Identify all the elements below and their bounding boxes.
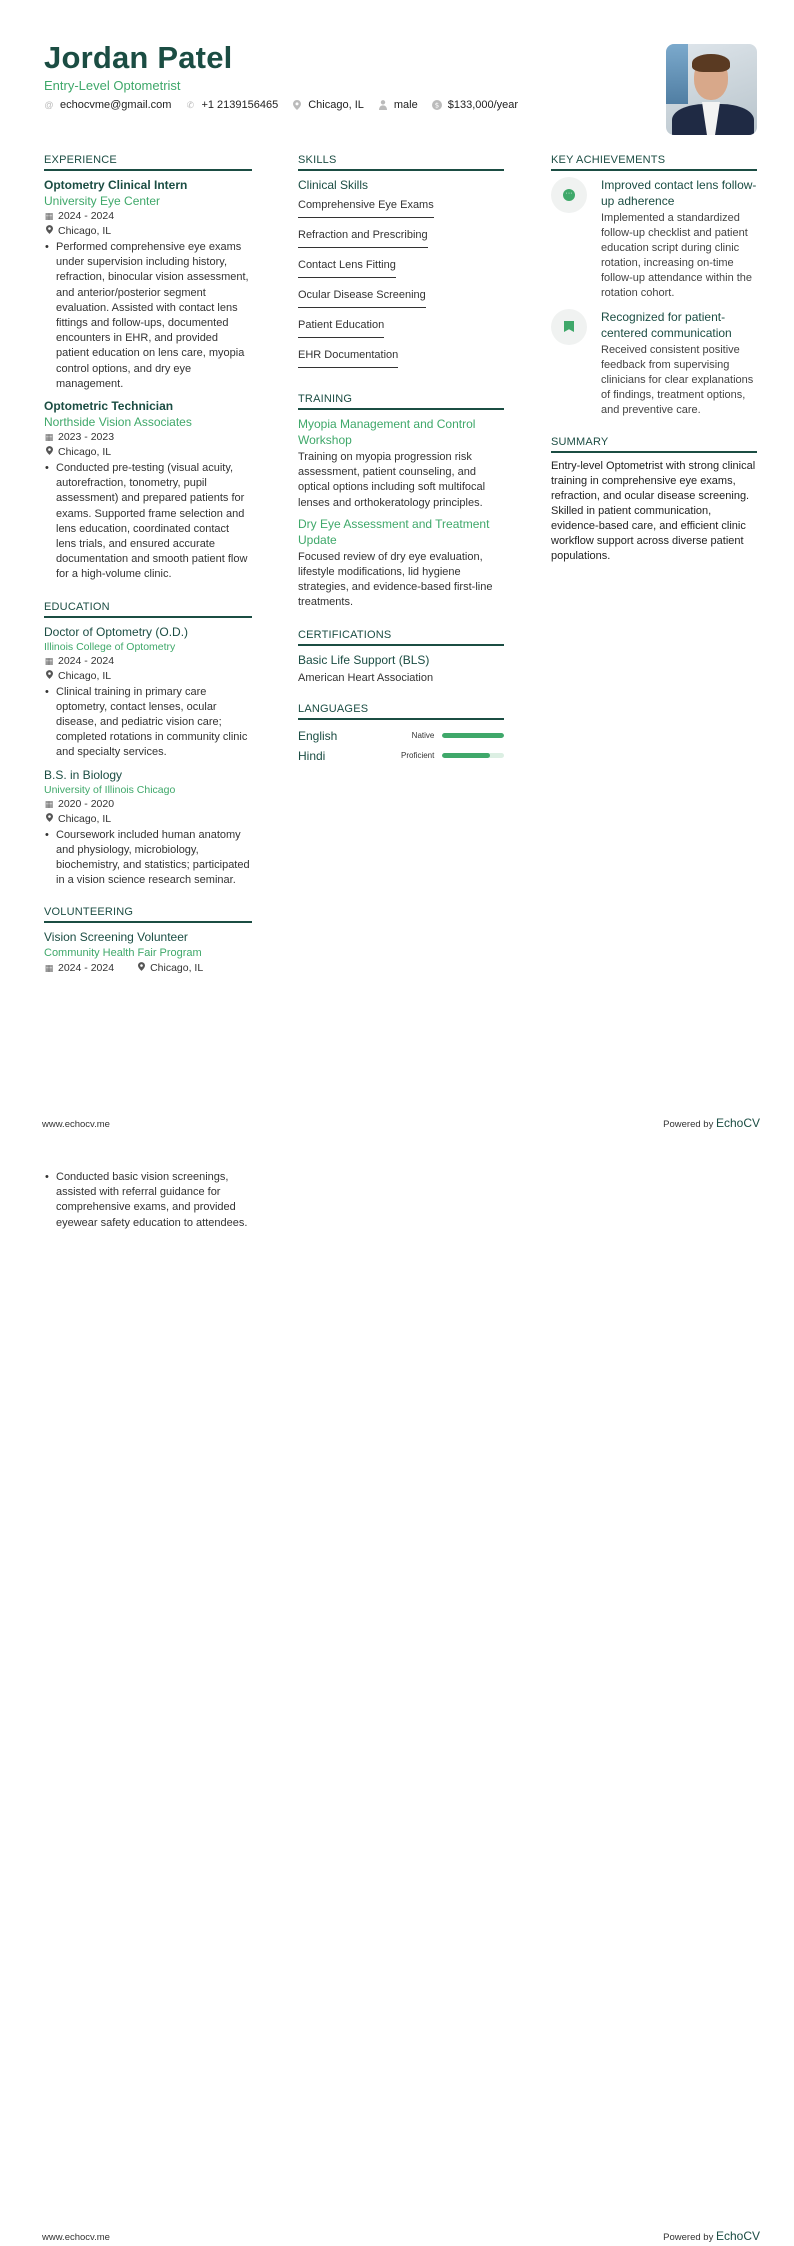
bullet-item: • Conducted pre-testing (visual acuity, autorefraction, tonometry, pupil assessment) and prepared patients for exams. Supported frame selection and lens education, coordinated contact lens trials, and ensured accurate documentation and smooth patient flow for a high-volume clinic.	[44, 461, 252, 583]
job-dates: ▦ 2024 - 2024	[44, 210, 115, 222]
location-pin-icon	[44, 445, 54, 460]
edu-dates: ▦ 2024 - 2024	[44, 654, 115, 667]
edu-dates: ▦ 2020 - 2020	[44, 797, 115, 810]
profile-photo	[666, 44, 757, 135]
chat-bubble-icon: ···	[563, 189, 575, 201]
calendar-icon: ▦	[44, 798, 54, 809]
certifications-heading: CERTIFICATIONS	[298, 629, 504, 646]
edu-bullets	[44, 685, 252, 761]
contact-salary-value: $133,000/year	[447, 99, 519, 111]
footer-brand[interactable]: EchoCV	[715, 1116, 760, 1130]
achievement-item	[551, 177, 757, 301]
experience-heading: EXPERIENCE	[44, 154, 252, 171]
summary-heading: SUMMARY	[551, 436, 757, 453]
contact-salary	[432, 99, 518, 111]
at-icon: @	[44, 100, 54, 110]
language-level: Proficient	[401, 751, 435, 761]
bullet-item: • Coursework included human anatomy and physiology, microbiology, biochemistry, and statistics; participated in a vision science research seminar.	[44, 828, 252, 889]
page-footer	[42, 2229, 760, 2243]
contact-location	[292, 99, 364, 111]
skill-item: Ocular Disease Screening	[298, 288, 426, 308]
contact-phone[interactable]	[185, 99, 278, 111]
middle-column	[298, 154, 504, 784]
left-column	[44, 154, 252, 994]
candidate-title: Entry-Level Optometrist	[44, 78, 181, 93]
volunteer-title: Vision Screening Volunteer	[44, 930, 188, 945]
contact-bar	[44, 99, 532, 111]
footer-website-link[interactable]: www.echocv.me	[42, 2232, 110, 2243]
bookmark-flag-icon	[564, 321, 574, 332]
resume-page-2	[0, 1123, 794, 2246]
bullet-item: • Performed comprehensive eye exams under supervision including history, refraction, binocular vision assessment, and anterior/posterior segment evaluation. Assisted with contact lens fittings and follow-ups, documented encounters in EHR, and provided patient education on lens care, myopia control options, and dry eye management.	[44, 240, 252, 392]
degree: Doctor of Optometry (O.D.)	[44, 624, 189, 639]
job-dates: ▦ 2023 - 2023	[44, 431, 115, 444]
achievement-icon-wrap	[551, 309, 587, 345]
experience-entry	[44, 398, 252, 583]
languages-section	[298, 703, 504, 766]
dollar-icon	[432, 100, 442, 110]
job-organization: Northside Vision Associates	[44, 415, 192, 430]
contact-email-value: echocvme@gmail.com	[60, 99, 172, 111]
skills-heading: SKILLS	[298, 154, 504, 171]
degree: B.S. in Biology	[44, 767, 123, 782]
language-bar-fill	[442, 733, 504, 738]
footer-powered-by: Powered by EchoCV	[663, 1116, 760, 1130]
job-title: Optometric Technician	[44, 399, 174, 414]
location-pin-icon	[136, 961, 146, 976]
education-section	[44, 601, 252, 889]
training-title: Myopia Management and Control Workshop	[298, 417, 476, 447]
calendar-icon: ▦	[44, 432, 54, 443]
edu-location: Chicago, IL	[44, 669, 252, 684]
education-heading: EDUCATION	[44, 601, 252, 618]
calendar-icon: ▦	[44, 963, 54, 974]
training-description: Training on myopia progression risk assessment, patient counseling, and optical options including soft multifocal lenses and orthokeratology principles.	[298, 451, 486, 509]
contact-email[interactable]	[44, 99, 171, 111]
volunteer-bullets	[44, 1170, 252, 1231]
education-entry	[44, 767, 252, 889]
volunteering-section	[44, 906, 252, 976]
calendar-icon: ▦	[44, 211, 54, 221]
job-organization: University Eye Center	[44, 194, 161, 208]
location-pin-icon	[292, 100, 302, 110]
language-proficiency-bar	[442, 733, 504, 738]
job-bullets	[44, 461, 252, 583]
certifications-section	[298, 629, 504, 685]
achievement-title: Recognized for patient-centered communication	[601, 310, 732, 340]
candidate-name: Jordan Patel	[44, 40, 233, 75]
job-bullets	[44, 240, 252, 392]
footer-powered-by: Powered by EchoCV	[663, 2229, 760, 2243]
school: Illinois College of Optometry	[44, 640, 176, 653]
volunteer-meta: ▦ 2024 - 2024 Chicago, IL	[44, 962, 204, 975]
skill-item: Patient Education	[298, 318, 384, 338]
education-entry	[44, 624, 252, 761]
languages-heading: LANGUAGES	[298, 703, 504, 720]
footer-website-link[interactable]: www.echocv.me	[42, 1119, 110, 1130]
training-description: Focused review of dry eye evaluation, lifestyle modifications, lid hygiene strategies, and evidence-based first-line treatments.	[298, 550, 493, 609]
skill-item: EHR Documentation	[298, 348, 398, 368]
skill-item: Refraction and Prescribing	[298, 228, 428, 248]
skill-item: Contact Lens Fitting	[298, 258, 396, 278]
location-pin-icon	[44, 669, 54, 684]
volunteer-organization: Community Health Fair Program	[44, 947, 202, 960]
contact-phone-value: +1 2139156465	[201, 99, 279, 111]
bullet-item: • Clinical training in primary care optometry, contact lenses, ocular disease, and pediatric vision care; completed rotations in community clinic and specialty services.	[44, 685, 252, 761]
achievement-description: Implemented a standardized follow-up checklist and patient education script during clinic rotation, increasing on-time follow-up attendance within the rotation cohort.	[601, 212, 753, 299]
calendar-icon: ▦	[44, 655, 54, 666]
experience-entry	[44, 177, 252, 392]
language-proficiency-bar	[442, 753, 504, 758]
right-column	[551, 154, 757, 582]
training-section	[298, 393, 504, 611]
certification-name: Basic Life Support (BLS)	[298, 652, 430, 667]
person-icon	[378, 100, 388, 110]
achievement-icon-wrap	[551, 177, 587, 213]
skill-group-title: Clinical Skills	[298, 178, 369, 192]
location-pin-icon	[44, 812, 54, 827]
job-location: Chicago, IL	[44, 445, 252, 460]
experience-section	[44, 154, 252, 583]
certification-issuer: American Heart Association	[298, 671, 434, 684]
contact-gender-value: male	[393, 99, 418, 111]
language-row	[298, 746, 504, 766]
training-heading: TRAINING	[298, 393, 504, 410]
location-pin-icon	[44, 224, 54, 239]
achievement-item	[551, 309, 757, 418]
achievement-title: Improved contact lens follow-up adherence	[601, 178, 757, 208]
contact-location-value: Chicago, IL	[308, 99, 364, 111]
achievements-heading: KEY ACHIEVEMENTS	[551, 154, 757, 171]
school: University of Illinois Chicago	[44, 783, 176, 796]
edu-location: Chicago, IL	[44, 812, 252, 827]
language-level: Native	[411, 731, 435, 741]
job-title: Optometry Clinical Intern	[44, 178, 188, 192]
summary-text: Entry-level Optometrist with strong clinical training in comprehensive eye exams, refraction, and ocular disease screening. Skilled in patient communication, evidence-based care, and efficient clinic workflow support across diverse patient populations.	[551, 460, 756, 562]
edu-bullets	[44, 828, 252, 889]
language-name: English	[298, 728, 338, 743]
job-location: Chicago, IL	[44, 224, 252, 239]
language-bar-fill	[442, 753, 490, 758]
contact-gender	[378, 99, 418, 111]
achievements-section	[551, 154, 757, 418]
phone-icon: ✆	[186, 100, 195, 110]
skills-section	[298, 154, 504, 375]
summary-section	[551, 436, 757, 564]
volunteering-entry	[44, 929, 252, 976]
bullet-item: • Conducted basic vision screenings, assisted with referral guidance for comprehensive exams, and provided eyewear safety education to attendees.	[44, 1170, 252, 1231]
achievement-description: Received consistent positive feedback from supervising clinicians for clear explanations of findings, treatment options, and preventive care.	[601, 344, 754, 416]
svg-text:$: $	[434, 101, 439, 110]
footer-brand[interactable]: EchoCV	[715, 2229, 760, 2243]
skill-item: Comprehensive Eye Exams	[298, 198, 434, 218]
language-row	[298, 726, 504, 746]
training-title: Dry Eye Assessment and Treatment Update	[298, 516, 490, 547]
volunteering-heading: VOLUNTEERING	[44, 906, 252, 923]
language-name: Hindi	[298, 748, 326, 763]
